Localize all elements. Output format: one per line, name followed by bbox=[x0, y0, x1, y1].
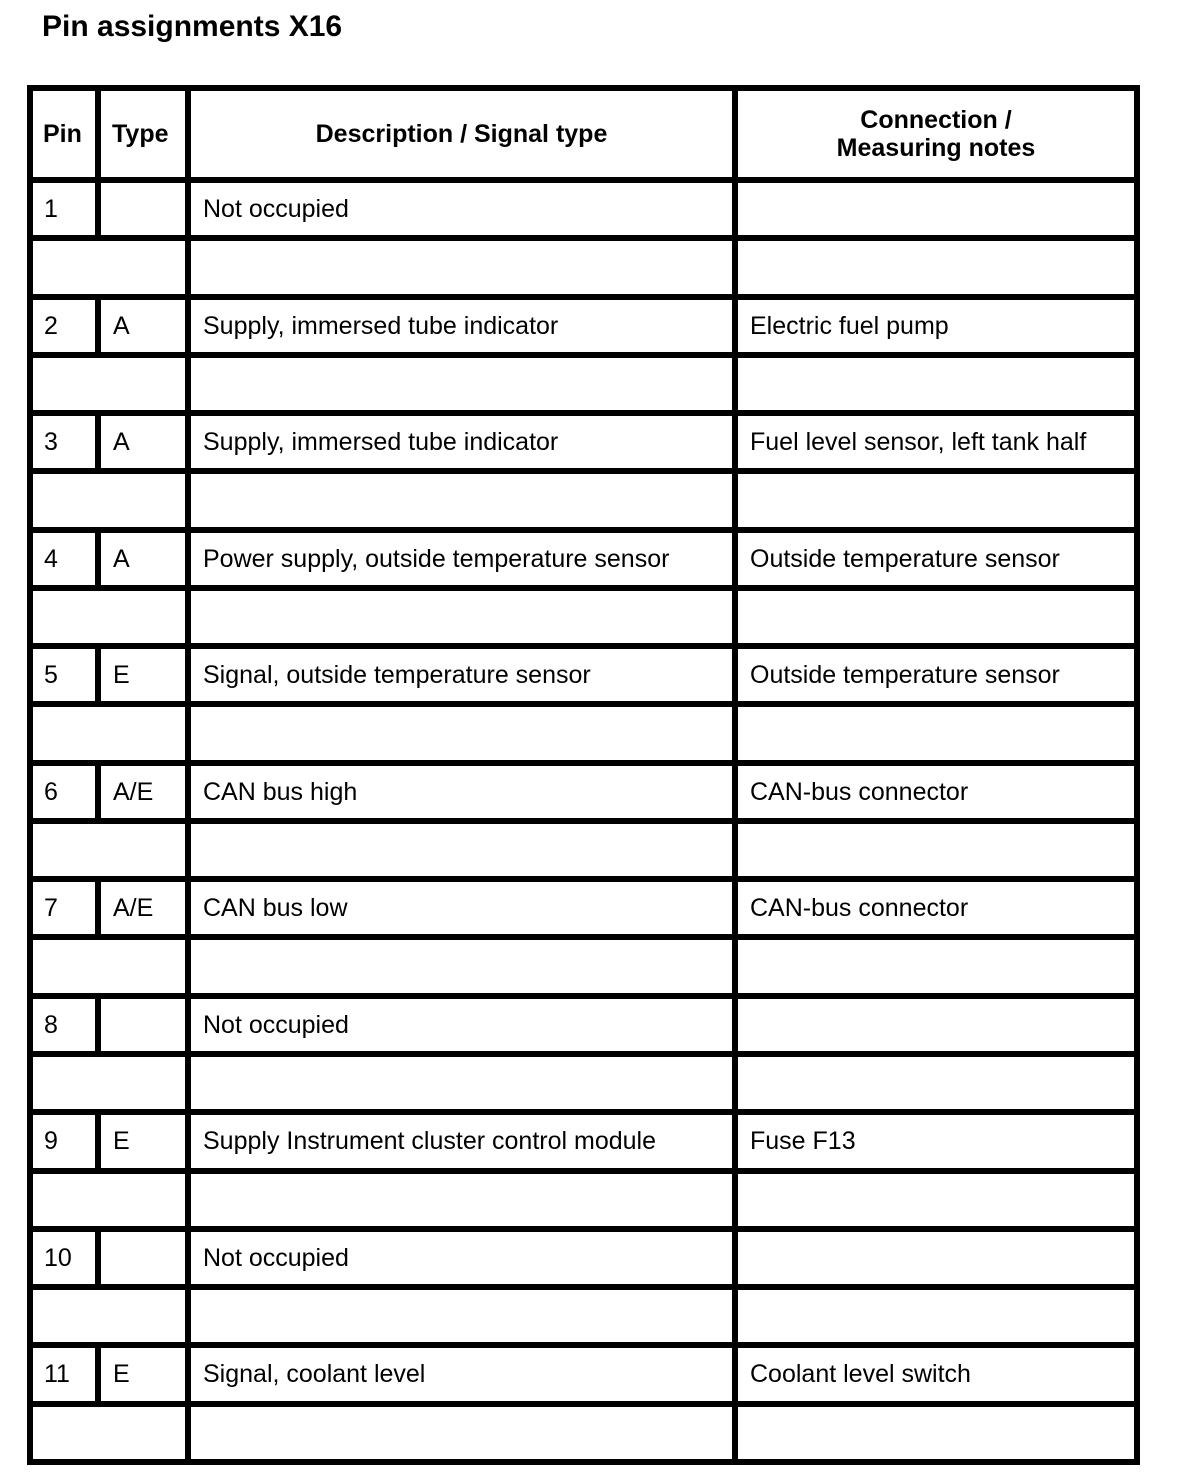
spacer-cell-description bbox=[188, 704, 735, 762]
spacer-cell-pin-type bbox=[30, 704, 188, 762]
spacer-cell-pin-type bbox=[30, 937, 188, 995]
cell-pin: 4 bbox=[30, 530, 98, 588]
cell-pin: 1 bbox=[30, 180, 98, 238]
spacer-cell-connection bbox=[735, 471, 1137, 529]
spacer-cell-pin-type bbox=[30, 238, 188, 296]
table-row bbox=[30, 413, 1137, 471]
spacer-cell-pin-type bbox=[30, 588, 188, 646]
cell-connection: Coolant level switch bbox=[735, 1345, 1137, 1403]
cell-connection: Outside temperature sensor bbox=[735, 646, 1137, 704]
spacer-cell-pin-type bbox=[30, 471, 188, 529]
cell-description: Supply, immersed tube indicator bbox=[188, 413, 735, 471]
spacer-cell-pin-type bbox=[30, 355, 188, 413]
cell-description: Signal, outside temperature sensor bbox=[188, 646, 735, 704]
cell-description: Not occupied bbox=[188, 180, 735, 238]
spacer-cell-description bbox=[188, 355, 735, 413]
cell-connection bbox=[735, 996, 1137, 1054]
cell-description: Signal, coolant level bbox=[188, 1345, 735, 1403]
table-spacer-row bbox=[30, 821, 1137, 879]
table-row bbox=[30, 646, 1137, 704]
spacer-cell-description bbox=[188, 471, 735, 529]
cell-type bbox=[98, 1229, 188, 1287]
cell-description: Not occupied bbox=[188, 1229, 735, 1287]
table-spacer-row bbox=[30, 588, 1137, 646]
spacer-cell-description bbox=[188, 937, 735, 995]
spacer-cell-description bbox=[188, 1404, 735, 1462]
spacer-cell-description bbox=[188, 1171, 735, 1229]
cell-connection: CAN-bus connector bbox=[735, 763, 1137, 821]
table-spacer-row bbox=[30, 1171, 1137, 1229]
cell-description: Supply Instrument cluster control module bbox=[188, 1112, 735, 1170]
header-type: Type bbox=[98, 88, 188, 180]
cell-type: A bbox=[98, 413, 188, 471]
spacer-cell-description bbox=[188, 1287, 735, 1345]
cell-connection: Fuse F13 bbox=[735, 1112, 1137, 1170]
table-body bbox=[30, 180, 1137, 1462]
page-title: Pin assignments X16 bbox=[42, 10, 343, 43]
cell-pin: 5 bbox=[30, 646, 98, 704]
cell-connection: Fuel level sensor, left tank half bbox=[735, 413, 1137, 471]
cell-pin: 3 bbox=[30, 413, 98, 471]
spacer-cell-pin-type bbox=[30, 1287, 188, 1345]
table-spacer-row bbox=[30, 1404, 1137, 1462]
pin-assignment-table bbox=[27, 85, 1140, 1465]
cell-pin: 11 bbox=[30, 1345, 98, 1403]
header-description: Description / Signal type bbox=[188, 88, 735, 180]
spacer-cell-connection bbox=[735, 355, 1137, 413]
cell-pin: 7 bbox=[30, 879, 98, 937]
cell-pin: 2 bbox=[30, 297, 98, 355]
table-spacer-row bbox=[30, 937, 1137, 995]
cell-pin: 9 bbox=[30, 1112, 98, 1170]
spacer-cell-connection bbox=[735, 1054, 1137, 1112]
cell-type: E bbox=[98, 1112, 188, 1170]
cell-connection: Outside temperature sensor bbox=[735, 530, 1137, 588]
spacer-cell-connection bbox=[735, 704, 1137, 762]
spacer-cell-connection bbox=[735, 1404, 1137, 1462]
table-row bbox=[30, 297, 1137, 355]
table-row bbox=[30, 879, 1137, 937]
cell-connection: CAN-bus connector bbox=[735, 879, 1137, 937]
spacer-cell-pin-type bbox=[30, 1171, 188, 1229]
header-connection bbox=[735, 88, 1137, 180]
table-row bbox=[30, 1345, 1137, 1403]
cell-pin: 8 bbox=[30, 996, 98, 1054]
table-header-row bbox=[30, 88, 1137, 180]
table-spacer-row bbox=[30, 471, 1137, 529]
cell-type bbox=[98, 996, 188, 1054]
spacer-cell-description bbox=[188, 238, 735, 296]
cell-type: E bbox=[98, 646, 188, 704]
spacer-cell-description bbox=[188, 1054, 735, 1112]
cell-description: Power supply, outside temperature sensor bbox=[188, 530, 735, 588]
header-pin: Pin bbox=[30, 88, 98, 180]
spacer-cell-pin-type bbox=[30, 1404, 188, 1462]
cell-connection bbox=[735, 1229, 1137, 1287]
cell-description: CAN bus high bbox=[188, 763, 735, 821]
table-spacer-row bbox=[30, 1287, 1137, 1345]
spacer-cell-connection bbox=[735, 937, 1137, 995]
table-spacer-row bbox=[30, 704, 1137, 762]
cell-type: A/E bbox=[98, 763, 188, 821]
cell-description: CAN bus low bbox=[188, 879, 735, 937]
cell-type bbox=[98, 180, 188, 238]
table-spacer-row bbox=[30, 1054, 1137, 1112]
cell-pin: 6 bbox=[30, 763, 98, 821]
cell-type: E bbox=[98, 1345, 188, 1403]
table-row bbox=[30, 1229, 1137, 1287]
cell-description: Supply, immersed tube indicator bbox=[188, 297, 735, 355]
cell-type: A bbox=[98, 297, 188, 355]
table-spacer-row bbox=[30, 355, 1137, 413]
table-row bbox=[30, 530, 1137, 588]
spacer-cell-connection bbox=[735, 821, 1137, 879]
header-connection-line2: Measuring notes bbox=[836, 134, 1036, 162]
table-row bbox=[30, 180, 1137, 238]
spacer-cell-description bbox=[188, 588, 735, 646]
spacer-cell-connection bbox=[735, 238, 1137, 296]
spacer-cell-connection bbox=[735, 1171, 1137, 1229]
table-row bbox=[30, 996, 1137, 1054]
table-row bbox=[30, 1112, 1137, 1170]
cell-type: A bbox=[98, 530, 188, 588]
spacer-cell-description bbox=[188, 821, 735, 879]
header-connection-line1: Connection / bbox=[860, 106, 1012, 134]
table-row bbox=[30, 763, 1137, 821]
spacer-cell-pin-type bbox=[30, 821, 188, 879]
cell-description: Not occupied bbox=[188, 996, 735, 1054]
cell-connection bbox=[735, 180, 1137, 238]
cell-connection: Electric fuel pump bbox=[735, 297, 1137, 355]
spacer-cell-connection bbox=[735, 1287, 1137, 1345]
cell-pin: 10 bbox=[30, 1229, 98, 1287]
table-spacer-row bbox=[30, 238, 1137, 296]
spacer-cell-pin-type bbox=[30, 1054, 188, 1112]
spacer-cell-connection bbox=[735, 588, 1137, 646]
cell-type: A/E bbox=[98, 879, 188, 937]
